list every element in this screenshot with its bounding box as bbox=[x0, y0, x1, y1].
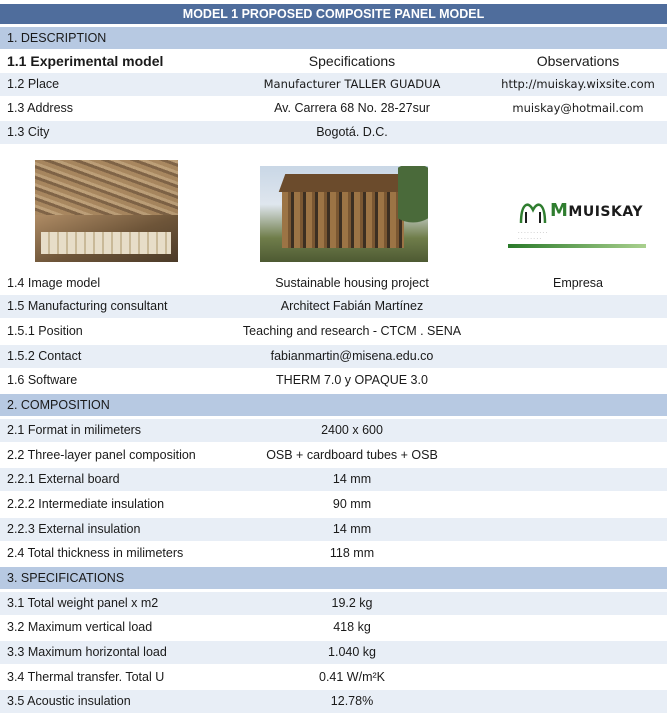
section-specifications: 3. SPECIFICATIONS bbox=[0, 567, 667, 589]
row-spec: 90 mm bbox=[332, 497, 372, 511]
panel-photo bbox=[35, 160, 178, 262]
row-spec: Teaching and research - CTCM . SENA bbox=[242, 324, 462, 338]
row-label: 3.5 Acoustic insulation bbox=[7, 694, 131, 708]
row-spec: Bogotá. D.C. bbox=[316, 125, 388, 139]
table-row bbox=[0, 345, 667, 368]
header-observations: Observations bbox=[536, 53, 620, 69]
house-photo bbox=[260, 166, 428, 262]
image-strip bbox=[0, 150, 667, 270]
row-label: 1.2 Place bbox=[7, 77, 60, 91]
row-spec: 0.41 W/m²K bbox=[319, 670, 385, 684]
table-row bbox=[0, 320, 667, 343]
table-row bbox=[0, 641, 667, 664]
row-label: 3.3 Maximum horizontal load bbox=[7, 645, 167, 659]
table-row bbox=[0, 73, 667, 96]
table-row bbox=[0, 419, 667, 442]
row-label: 2.1 Format in milimeters bbox=[7, 423, 142, 437]
row-spec: 14 mm bbox=[332, 522, 372, 536]
row-label: 1.6 Software bbox=[7, 373, 78, 387]
table-row bbox=[0, 295, 667, 318]
logo-fine-print: · · · · · · · · · · · · · · · · · · bbox=[518, 230, 548, 242]
table-row bbox=[0, 616, 667, 639]
section-composition: 2. COMPOSITION bbox=[0, 394, 667, 416]
muiskay-logo bbox=[508, 186, 646, 252]
logo-text: MMUISKAY bbox=[550, 200, 643, 221]
row-spec: THERM 7.0 y OPAQUE 3.0 bbox=[276, 373, 428, 387]
row-label: 2.2.2 Intermediate insulation bbox=[7, 497, 165, 511]
row-label: 3.1 Total weight panel x m2 bbox=[7, 596, 159, 610]
section-description: 1. DESCRIPTION bbox=[0, 27, 667, 49]
table-row bbox=[0, 518, 667, 541]
table-row bbox=[0, 666, 667, 689]
row-label: 2.2 Three-layer panel composition bbox=[7, 448, 196, 462]
website-link[interactable]: http://muiskay.wixsite.com bbox=[501, 77, 655, 91]
row-label: 2.4 Total thickness in milimeters bbox=[7, 546, 184, 560]
row-label: 1.5.2 Contact bbox=[7, 349, 82, 363]
contact-email[interactable]: fabianmartin@misena.edu.co bbox=[270, 349, 434, 363]
table-row bbox=[0, 97, 667, 120]
table-row bbox=[0, 542, 667, 565]
row-spec: 19.2 kg bbox=[331, 596, 373, 610]
table-row bbox=[0, 592, 667, 615]
row-label: 1.4 Image model bbox=[7, 276, 101, 290]
table-row bbox=[0, 121, 667, 144]
row-spec: OSB + cardboard tubes + OSB bbox=[266, 448, 438, 462]
row-spec: Architect Fabián Martínez bbox=[280, 299, 424, 313]
table-row bbox=[0, 468, 667, 491]
header-row bbox=[0, 50, 667, 73]
table-row bbox=[0, 369, 667, 392]
row-spec: Sustainable housing project bbox=[275, 276, 429, 290]
row-spec: 2400 x 600 bbox=[321, 423, 383, 437]
header-experimental-model: 1.1 Experimental model bbox=[7, 53, 164, 69]
header-specifications: Specifications bbox=[308, 53, 396, 69]
row-spec: 12.78% bbox=[330, 694, 374, 708]
sheet-title: MODEL 1 PROPOSED COMPOSITE PANEL MODEL bbox=[0, 4, 667, 24]
row-label: 1.3 City bbox=[7, 125, 50, 139]
row-spec: Av. Carrera 68 No. 28-27sur bbox=[274, 101, 430, 115]
email-link[interactable]: muiskay@hotmail.com bbox=[512, 101, 644, 115]
row-label: 1.5.1 Position bbox=[7, 324, 83, 338]
table-row bbox=[0, 690, 667, 713]
table-row bbox=[0, 493, 667, 516]
row-spec: 14 mm bbox=[332, 472, 372, 486]
logo-mark-icon bbox=[518, 196, 548, 226]
row-label: 3.4 Thermal transfer. Total U bbox=[7, 670, 165, 684]
row-label: 1.5 Manufacturing consultant bbox=[7, 299, 168, 313]
row-spec: Manufacturer TALLER GUADUA bbox=[263, 77, 441, 91]
row-label: 1.3 Address bbox=[7, 101, 74, 115]
row-spec: 1.040 kg bbox=[328, 645, 376, 659]
table-row bbox=[0, 272, 667, 295]
row-label: 2.2.1 External board bbox=[7, 472, 120, 486]
row-label: 3.2 Maximum vertical load bbox=[7, 620, 153, 634]
row-spec: 418 kg bbox=[333, 620, 371, 634]
row-obs: Empresa bbox=[552, 276, 604, 290]
table-row bbox=[0, 444, 667, 467]
row-label: 2.2.3 External insulation bbox=[7, 522, 141, 536]
row-spec: 118 mm bbox=[329, 546, 375, 560]
